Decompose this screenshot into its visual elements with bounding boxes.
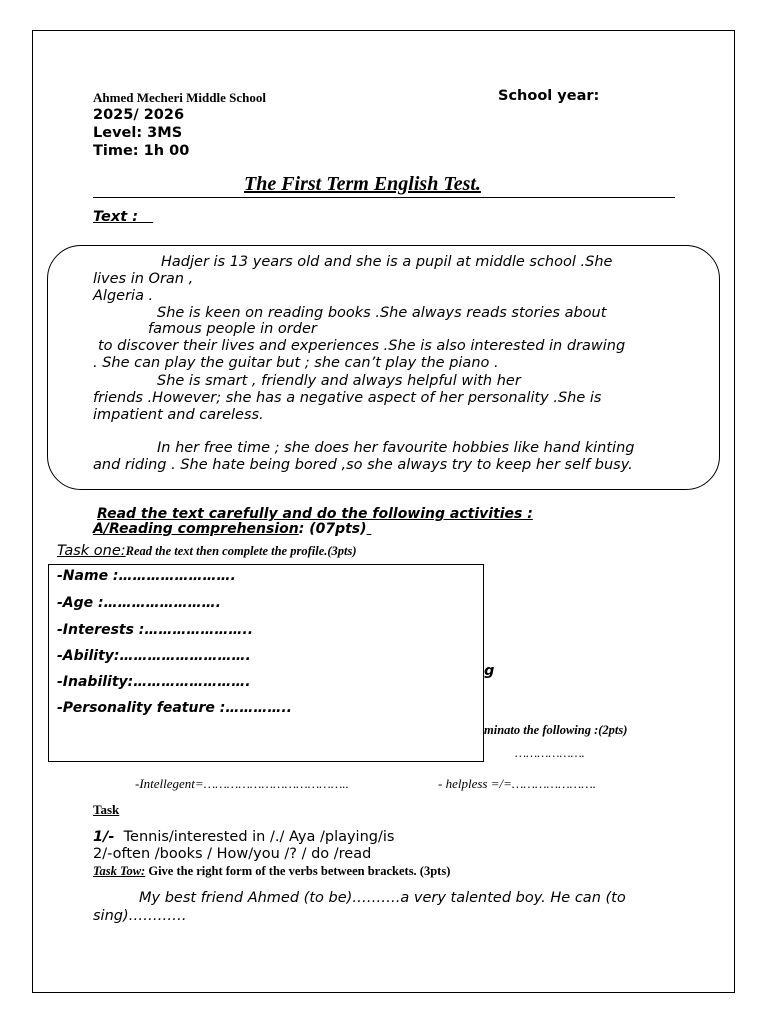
instructions: Read the text carefully and do the following activities : xyxy=(97,506,533,522)
task-one-label: Task one: xyxy=(57,543,126,559)
vocab-helpless: - helpless =/=…………………. xyxy=(438,776,597,791)
sentence-one-number: 1/- xyxy=(93,829,115,845)
test-title: The First Term English Test. xyxy=(244,173,481,195)
academic-year: 2025/ 2026 xyxy=(93,107,185,123)
task-antonym-fragment: minato the following :(2pts) xyxy=(484,723,628,737)
passage-line: She is keen on reading books .She always reads stories about xyxy=(157,305,607,321)
profile-age: -Age :……………………. xyxy=(57,595,221,611)
sentence-one-text: Tennis/interested in /./ Aya /playing/is xyxy=(123,829,395,845)
task-two-label: Task Tow: xyxy=(93,864,146,878)
profile-personality: -Personality feature :………….. xyxy=(57,700,292,716)
school-name: Ahmed Mecheri Middle School xyxy=(93,90,266,105)
school-year-label: School year: xyxy=(498,88,600,104)
task-two-line: sing)………… xyxy=(93,908,187,924)
task-two-line: My best friend Ahmed (to be)……….a very talented boy. He can (to xyxy=(139,890,626,906)
task-two-heading xyxy=(93,864,450,879)
answer-dots-fragment: ………………. xyxy=(515,746,585,760)
task-label: Task xyxy=(93,802,120,817)
passage-line: She is smart , friendly and always helpful with her xyxy=(157,373,521,389)
sentence-one xyxy=(93,829,394,845)
title-rule xyxy=(93,197,675,198)
profile-inability: -Inability:……………………. xyxy=(57,674,251,690)
passage-line: impatient and careless. xyxy=(93,407,264,423)
section-a-heading xyxy=(93,521,371,537)
sentence-two: 2/-often /books / How/you /? / do /read xyxy=(93,846,372,862)
passage-line: to discover their lives and experiences .She is also interested in drawing xyxy=(98,338,626,354)
vocab-intelligent: -Intellegent=……………………………….. xyxy=(135,776,349,791)
passage-line: lives in Oran , xyxy=(93,271,194,287)
covered-text-fragment: g xyxy=(484,663,495,679)
profile-ability: -Ability:………………………. xyxy=(57,648,251,664)
time-allowed: Time: 1h 00 xyxy=(93,143,190,159)
passage-line: Algeria . xyxy=(93,288,154,304)
profile-interests: -Interests :………………….. xyxy=(57,622,254,638)
passage-line: and riding . She hate being bored ,so she always try to keep her self busy. xyxy=(93,457,633,473)
passage-line: friends .However; she has a negative aspect of her personality .She is xyxy=(93,390,602,406)
level: Level: 3MS xyxy=(93,125,183,141)
task-two-instruction: Give the right form of the verbs between brackets. (3pts) xyxy=(145,864,451,878)
passage-line: In her free time ; she does her favourite hobbies like hand kinting xyxy=(157,440,635,456)
text-label: Text : xyxy=(93,209,138,225)
task-one-instruction: Read the text then complete the profile.(3pts) xyxy=(125,544,357,558)
section-a-points: : (07pts) xyxy=(298,521,367,537)
section-a-label: A/Reading comprehension xyxy=(93,521,299,537)
passage-line: Hadjer is 13 years old and she is a pupil at middle school .She xyxy=(161,254,613,270)
profile-name: -Name :……………………. xyxy=(57,568,236,584)
passage-line: famous people in order xyxy=(148,321,317,337)
task-one-heading xyxy=(57,543,357,559)
passage-line: . She can play the guitar but ; she can’t play the piano . xyxy=(93,355,499,371)
